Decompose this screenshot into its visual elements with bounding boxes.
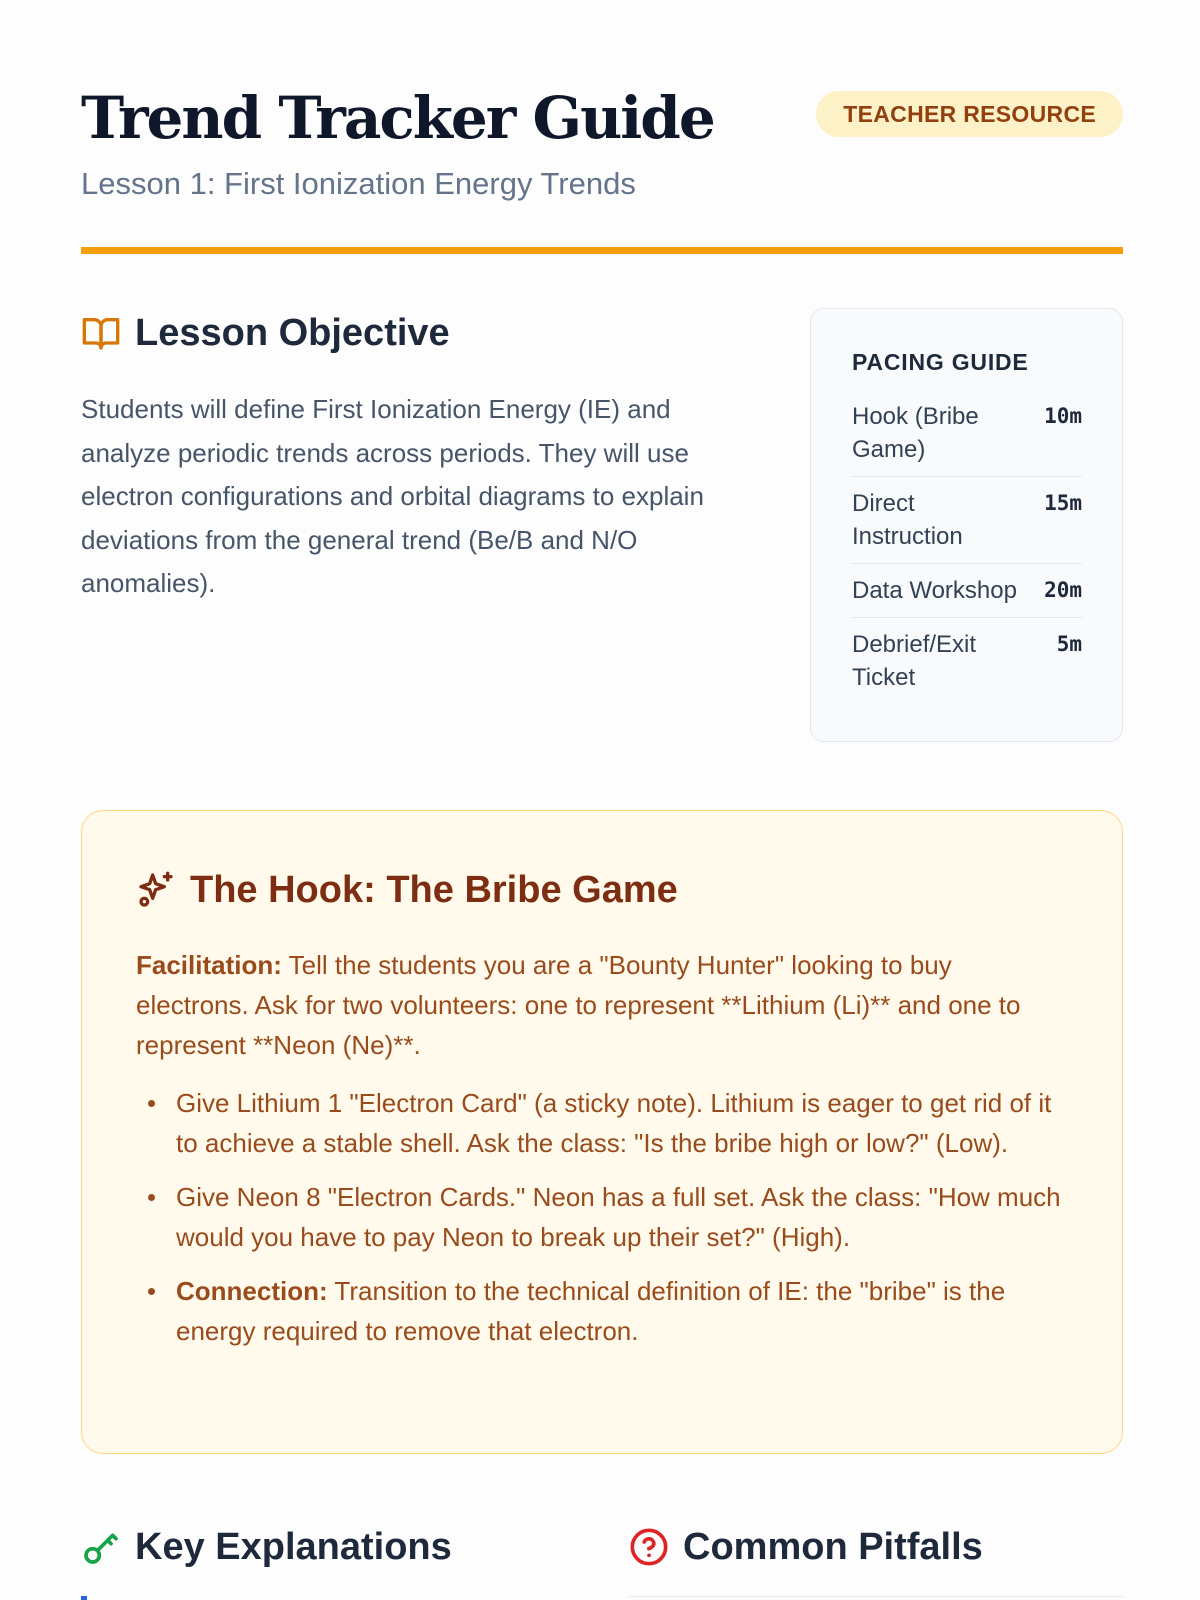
hook-heading: The Hook: The Bribe Game (190, 868, 678, 911)
facilitation-text: Tell the students you are a "Bounty Hunter" looking to buy electrons. Ask for two volunteers: one to represent **Lithium (Li)** and one to represent **Neon (Ne)**. (136, 950, 1021, 1060)
pacing-guide-card (810, 308, 1123, 742)
pacing-guide-title: PACING GUIDE (852, 349, 1029, 375)
objective-text: Students will define First Ionization Energy (IE) and analyze periodic trends across periods. They will use electron configurations and orbital diagrams to explain deviations from the general trend (Be/B and N/O anomalies). (81, 394, 704, 598)
pacing-row (852, 390, 1082, 477)
teacher-resource-badge: TEACHER RESOURCE (816, 91, 1123, 137)
pacing-row-time: 20m (1044, 578, 1082, 602)
header-divider (81, 247, 1123, 254)
pacing-row (852, 564, 1082, 618)
list-item-text: Give Neon 8 "Electron Cards." Neon has a full set. Ask the class: "How much would you have to pay Neon to break up their set?" (High). (176, 1182, 1061, 1252)
common-pitfalls-heading-row (629, 1522, 983, 1572)
hook-facilitation (136, 945, 1071, 1065)
pacing-row-label: Direct Instruction (852, 490, 963, 550)
page-title: Trend Tracker Guide (81, 84, 714, 152)
hook-card (81, 810, 1123, 1454)
hook-heading-row (136, 865, 678, 915)
pacing-row-label: Debrief/Exit Ticket (852, 631, 977, 691)
key-explanations-heading-row (81, 1522, 452, 1572)
page-header (81, 80, 1123, 254)
lesson-subtitle: Lesson 1: First Ionization Energy Trends (81, 166, 636, 201)
list-item (136, 1083, 1071, 1163)
objective-heading-row (81, 308, 450, 358)
pacing-row (852, 477, 1082, 564)
connection-label: Connection: (176, 1276, 328, 1306)
pacing-row (852, 618, 1082, 704)
key-icon (81, 1527, 121, 1567)
list-item (136, 1177, 1071, 1257)
facilitation-label: Facilitation: (136, 950, 282, 980)
common-pitfalls-heading: Common Pitfalls (683, 1525, 983, 1568)
list-item-text: Transition to the technical definition of IE: the "bribe" is the energy required to remove that electron. (176, 1276, 1006, 1346)
lesson-guide-page (81, 0, 1123, 1600)
objective-heading: Lesson Objective (135, 311, 450, 354)
pacing-row-label: Data Workshop (852, 577, 1017, 604)
help-circle-icon (629, 1527, 669, 1567)
pacing-row-time: 5m (1056, 632, 1082, 656)
list-item-text: Give Lithium 1 "Electron Card" (a sticky note). Lithium is eager to get rid of it to achieve a stable shell. Ask the class: "Is the bribe high or low?" (Low). (176, 1088, 1052, 1158)
key-explanations-card-edge (81, 1596, 87, 1600)
hook-steps-list (136, 1083, 1071, 1365)
pacing-row-time: 15m (1044, 491, 1082, 515)
pacing-row-label: Hook (Bribe Game) (852, 403, 979, 463)
book-open-icon (81, 313, 121, 353)
key-explanations-heading: Key Explanations (135, 1525, 452, 1568)
pacing-row-time: 10m (1044, 404, 1082, 428)
sparkles-icon (136, 870, 176, 910)
list-item (136, 1271, 1071, 1351)
common-pitfalls-card-edge (629, 1596, 1123, 1600)
